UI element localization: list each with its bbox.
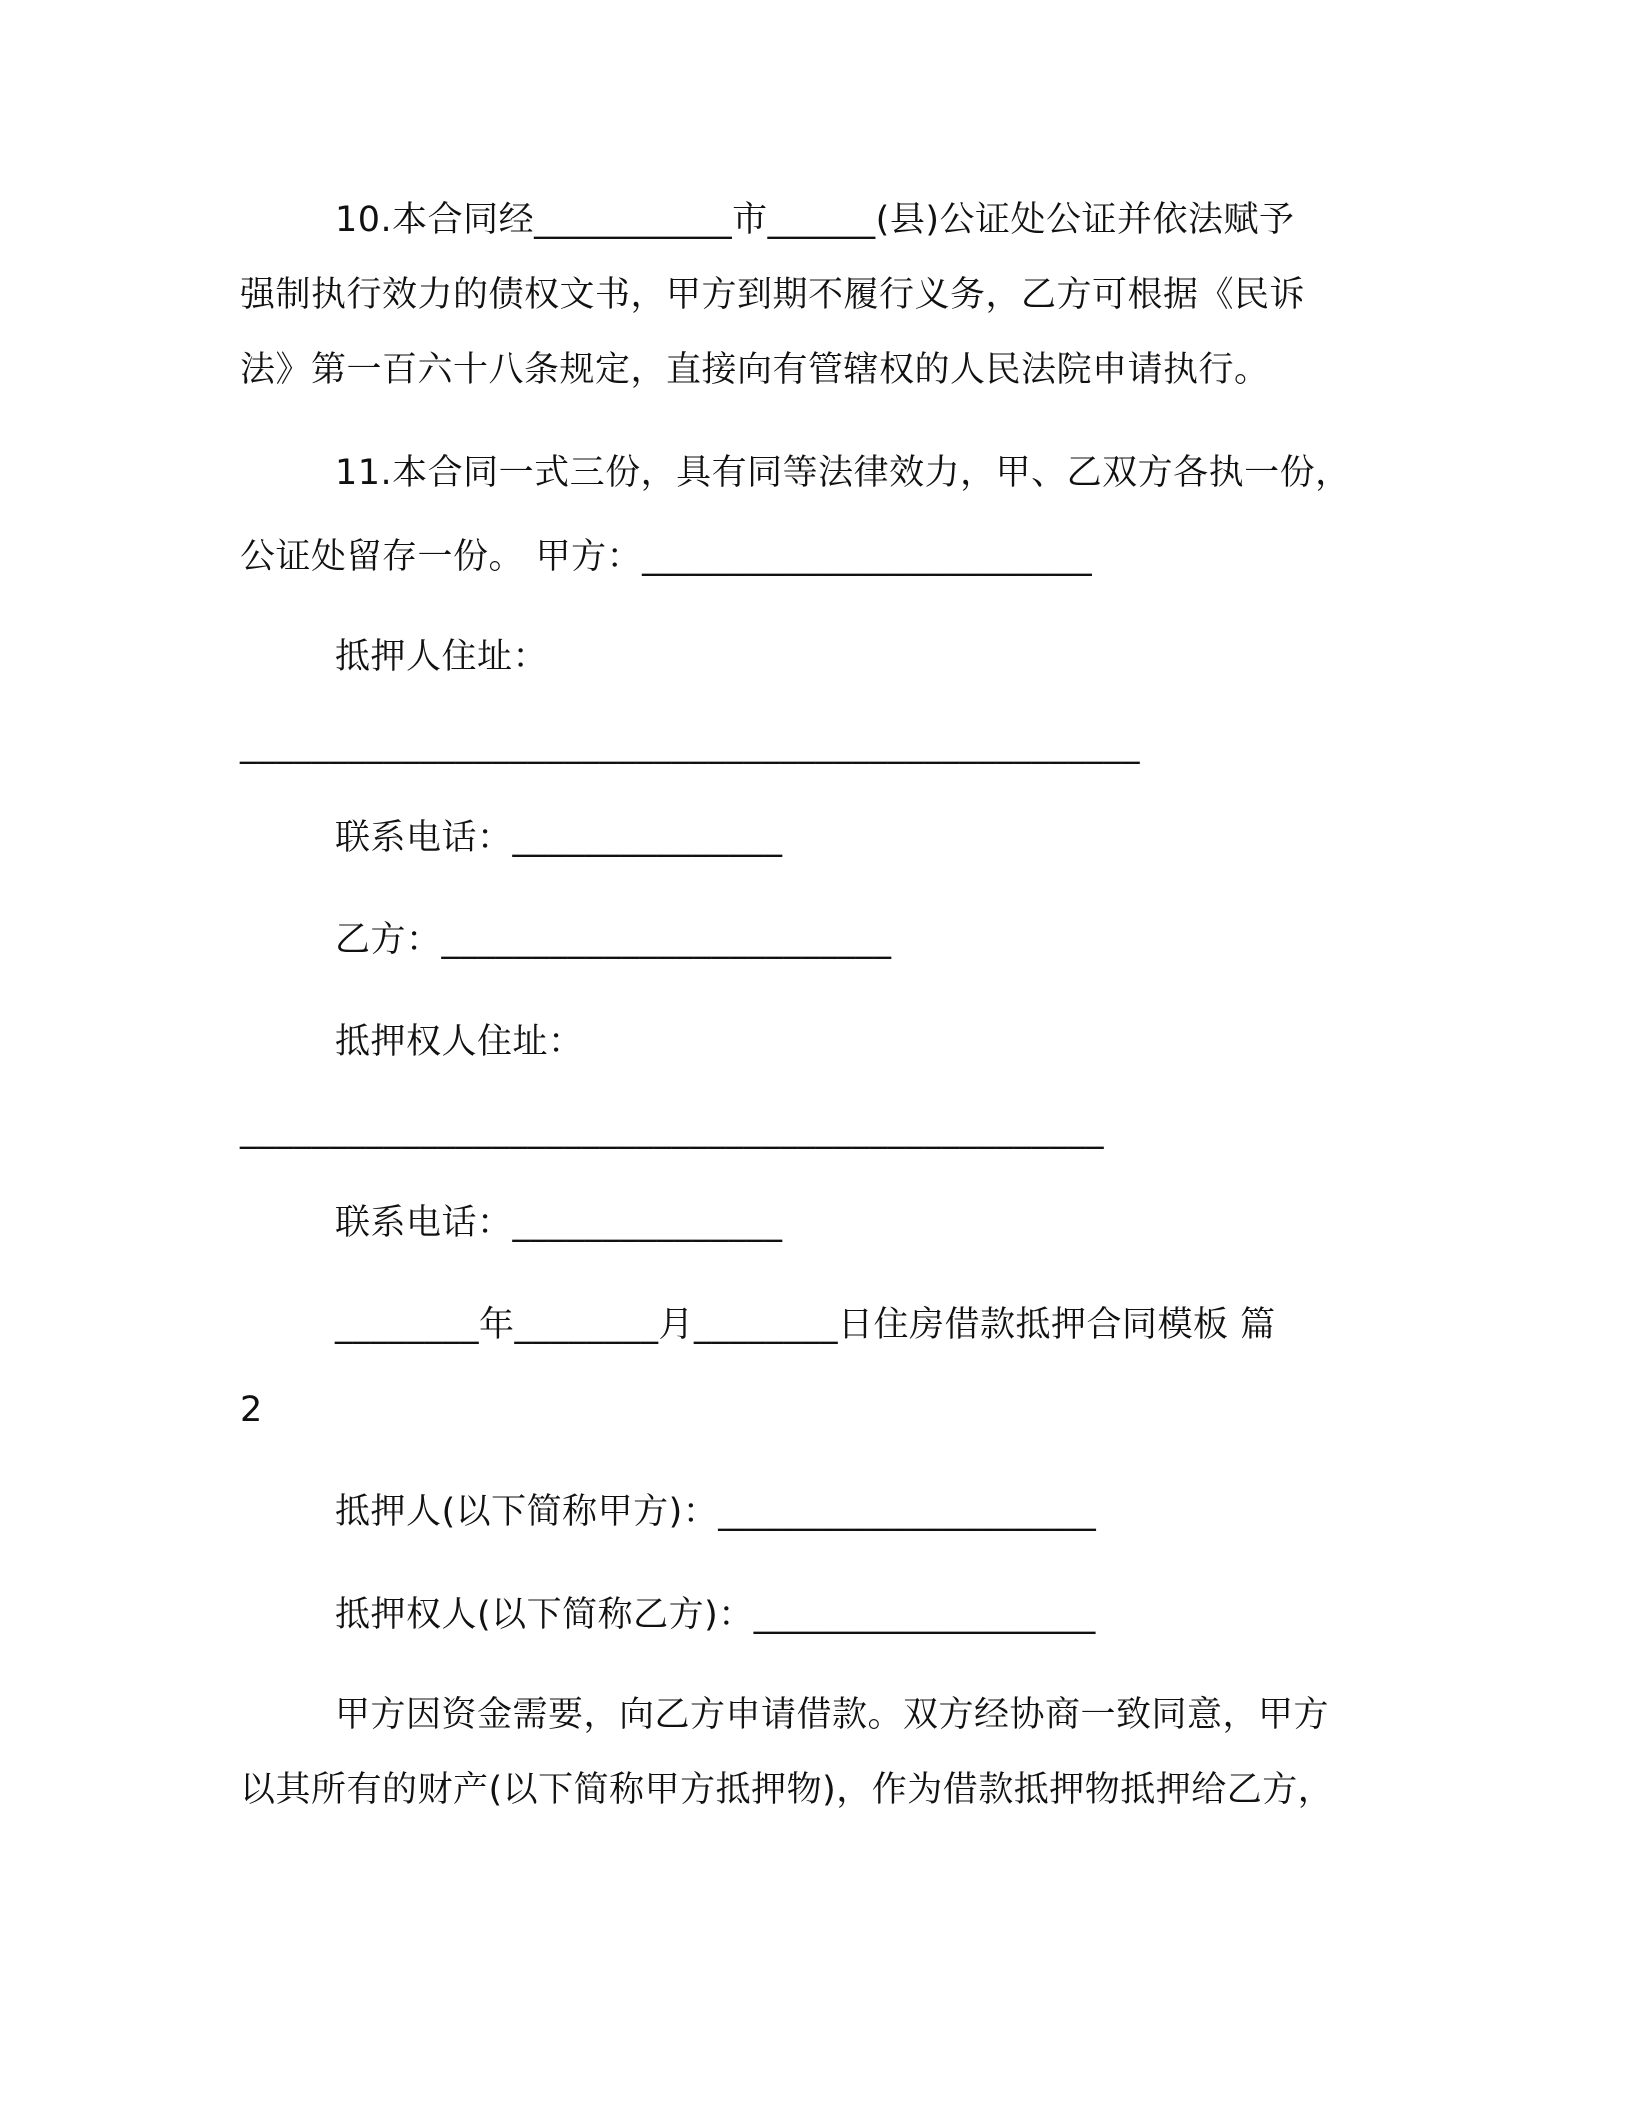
intro-paragraph-line-2: 以其所有的财产(以下简称甲方抵押物)，作为借款抵押物抵押给乙方， — [240, 1770, 1334, 1810]
mortgagee-phone: 联系电话：_______________ — [335, 1203, 783, 1243]
clause-10-line-3: 法》第一百六十八条规定，直接向有管辖权的人民法院申请执行。 — [240, 350, 1270, 390]
mortgagee-address-label: 抵押权人住址： — [335, 1022, 584, 1062]
clause-11-line-2: 公证处留存一份。 甲方：_________________________ — [240, 537, 1093, 577]
mortgagor-address-label: 抵押人住址： — [335, 637, 549, 677]
clause-11-line-1: 11.本合同一式三份，具有同等法律效力，甲、乙双方各执一份， — [335, 453, 1351, 493]
mortgagor-line: 抵押人(以下简称甲方)：_____________________ — [335, 1492, 1097, 1532]
mortgagee-line: 抵押权人(以下简称乙方)：___________________ — [335, 1595, 1096, 1635]
clause-10-line-1: 10.本合同经___________市______(县)公证处公证并依法赋予 — [335, 200, 1295, 240]
date-and-title-line: ________年________月________日住房借款抵押合同模板 篇 — [335, 1305, 1276, 1345]
party-b-line: 乙方：_________________________ — [335, 920, 892, 960]
mortgagor-phone: 联系电话：_______________ — [335, 818, 783, 858]
intro-paragraph-line-1: 甲方因资金需要，向乙方申请借款。双方经协商一致同意，甲方 — [335, 1695, 1330, 1735]
clause-10-line-2: 强制执行效力的债权文书，甲方到期不履行义务，乙方可根据《民诉 — [240, 275, 1306, 315]
title-continuation: 2 — [240, 1390, 263, 1430]
mortgagor-address-blank: __________________________________________________ — [240, 725, 1140, 765]
mortgagee-address-blank: ________________________________________________ — [240, 1110, 1104, 1150]
